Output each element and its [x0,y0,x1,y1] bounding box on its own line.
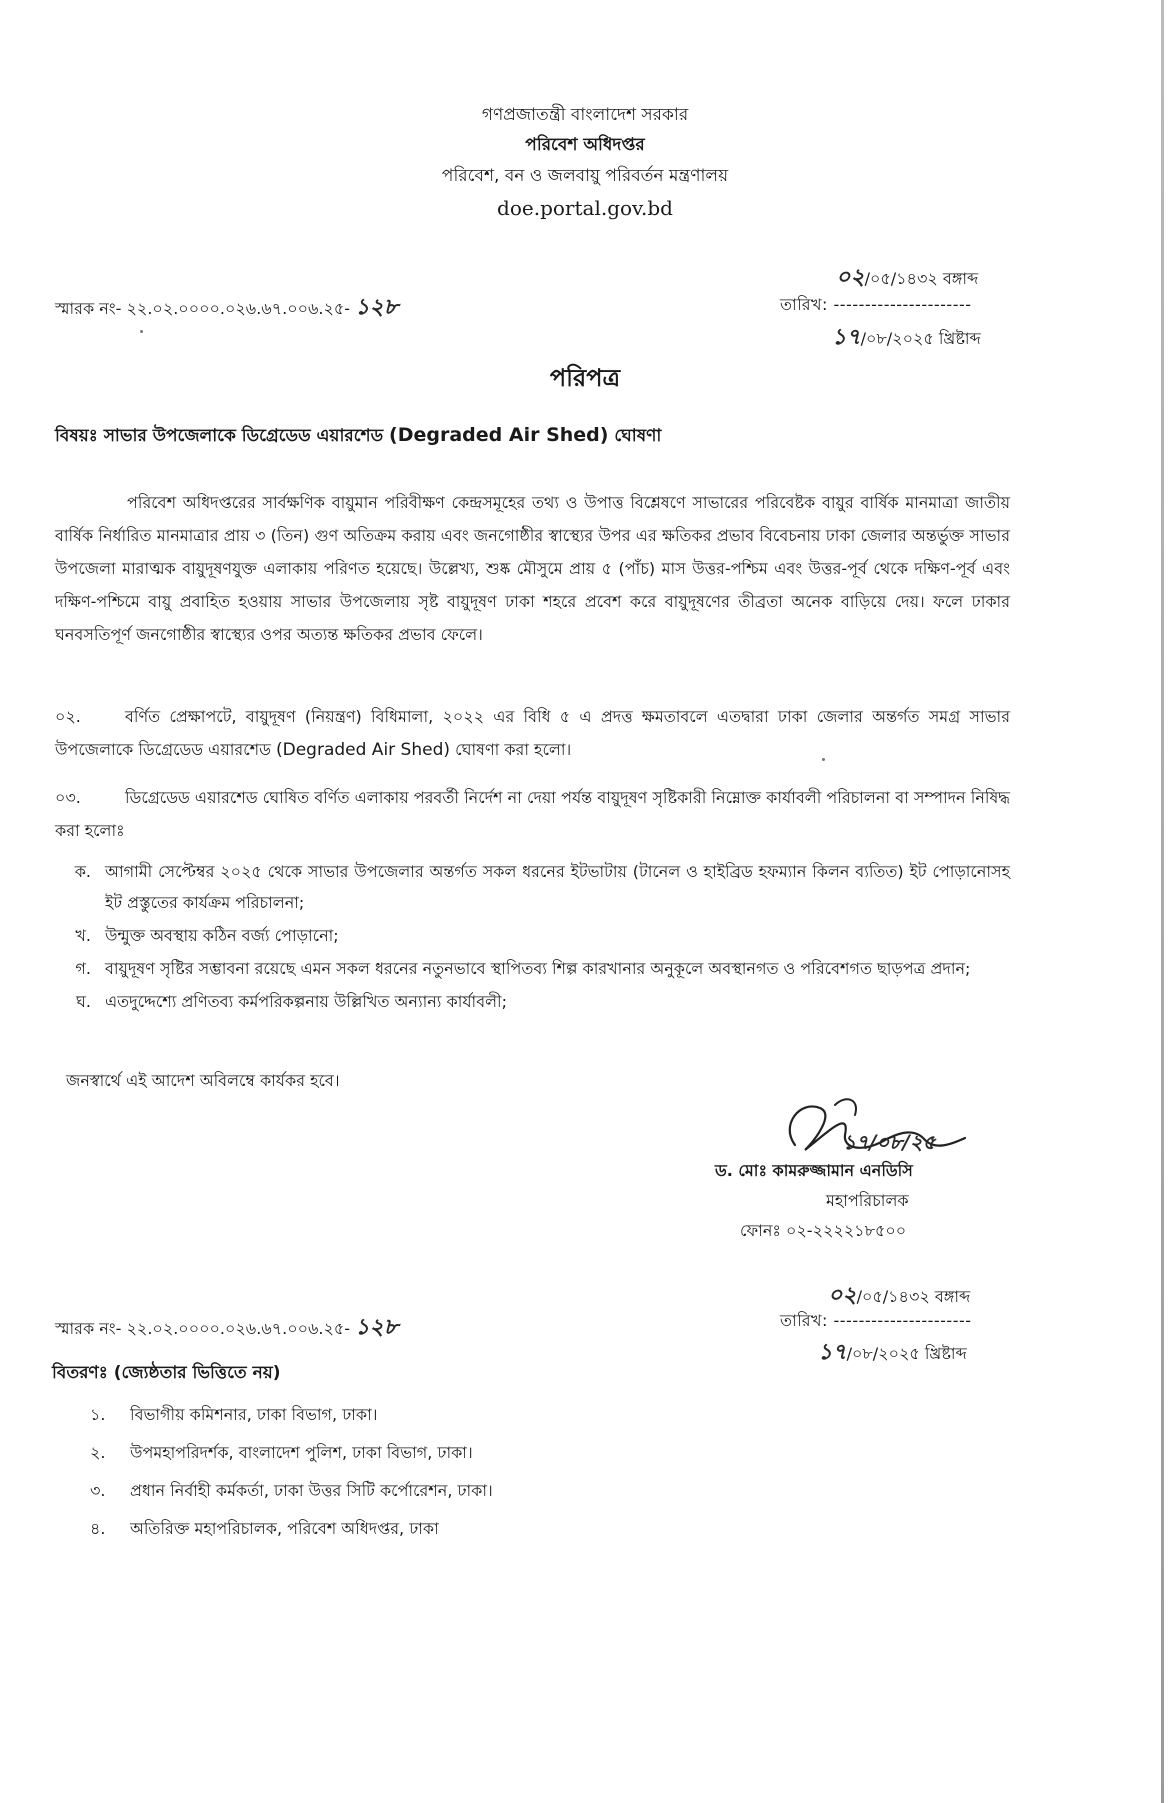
paragraph-3 [55,781,1010,847]
memo-number-handwritten: ১২৮ [355,294,398,320]
list-item [55,920,1010,951]
department-name: পরিবেশ অধিদপ্তর [525,135,645,155]
paragraph-2-prefix: বর্ণিত প্রেক্ষাপটে, বায়ুদূষণ (নিয়ন্ত্রণ) বিধিমালা, ২০২২ এর বিধি ৫ এ প্রদত্ত ক্ষমতাবলে এতদ্বারা ঢাকা জেলার অন্তর্গত সমগ্র সাভার উপজেলাকে ডিগ্রেডেড এয়ারশেড [55,707,1010,759]
memo-number-text: স্মারক নং- ২২.০২.০০০০.০২৬.৬৭.০০৬.২৫- [55,299,356,318]
signatory-name: ড. মোঃ কামরুজ্জামান এনডিসি [715,1161,913,1180]
date-bangla-handwritten: ০২ [828,1282,857,1308]
date-bangla-text: /০৫/১৪৩২ বঙ্গাব্দ [856,1287,971,1306]
paragraph-1: পরিবেশ অধিদপ্তরের সার্বক্ষণিক বায়ুমান পরিবীক্ষণ কেন্দ্রসমূহের তথ্য ও উপাত্ত বিশ্লেষণে সাভারের পরিবেষ্টক বায়ুর বার্ষিক মানমাত্রা জাতীয় বার্ষিক নির্ধারিত মানমাত্রার প্রায় ৩ (তিন) গুণ অতিক্রম করায় এবং জনগোষ্ঠীর স্বাস্থ্যের উপর এর ক্ষতিকর প্রভাব বিবেচনায় ঢাকা জেলার অন্তর্ভুক্ত সাভার উপজেলা মারাত্মক বায়ুদূষণযুক্ত এলাকায় পরিণত হয়েছে। উল্লেখ্য, শুষ্ক মৌসুমে প্রায় ৫ (পাঁচ) মাস উত্তর-পশ্চিম এবং উত্তর-পূর্ব থেকে দক্ষিণ-পূর্ব এবং দক্ষিণ-পশ্চিমে বায়ু প্রবাহিত হওয়ায় সাভার উপজেলায় সৃষ্ট বায়ুদূষণ ঢাকা শহরে প্রবেশ করে বায়ুদূষণের তীব্রতা অনেক বাড়িয়ে দেয়। ফলে ঢাকার ঘনবসতিপূর্ণ জনগোষ্ঠীর স্বাস্থ্যের ওপর অত্যন্ত ক্ষতিকর প্রভাব ফেলে। [55,493,1010,644]
list-item [55,986,1010,1017]
distribution-item [90,1510,493,1548]
date-bangla-handwritten: ০২ [836,264,865,290]
distribution-item [90,1434,493,1472]
website-link[interactable]: doe.portal.gov.bd [497,196,673,220]
distribution-text: প্রধান নির্বাহী কর্মকর্তা, ঢাকা উত্তর সিটি কর্পোরেশন, ঢাকা। [130,1481,493,1500]
signatory-phone: ফোনঃ ০২-২২২২১৮৫০০ [740,1221,907,1240]
ministry-name: পরিবেশ, বন ও জলবায়ু পরিবর্তন মন্ত্রণালয় [441,166,729,186]
list-marker: খ. [75,926,91,945]
paragraph-2-english: (Degraded Air Shed) [275,740,451,760]
date-greg-handwritten: ১৭ [832,324,861,350]
distribution-number: ২. [90,1443,106,1462]
subject-prefix: বিষয়ঃ সাভার উপজেলাকে ডিগ্রেডেড এয়ারশেড [55,426,390,446]
date-greg-top [832,320,981,357]
subject-english: (Degraded Air Shed) [389,424,609,446]
government-name: গণপ্রজাতন্ত্রী বাংলাদেশ সরকার [481,105,689,125]
subject-suffix: ঘোষণা [608,426,662,446]
distribution-text: অতিরিক্ত মহাপরিচালক, পরিবেশ অধিদপ্তর, ঢাকা [130,1519,439,1538]
distribution-number: ৪. [90,1519,106,1538]
closing-statement: জনস্বার্থে এই আদেশ অবিলম্বে কার্যকর হবে। [66,1071,340,1090]
distribution-number: ১. [90,1405,106,1424]
distribution-list [90,1396,493,1548]
memo-number-handwritten: ১২৮ [355,1314,398,1340]
distribution-heading: বিতরণঃ (জ্যেষ্ঠতার ভিত্তিতে নয়) [52,1363,281,1383]
distribution-number: ৩. [90,1481,106,1500]
paragraph-2 [55,700,1010,767]
list-item [55,856,1010,918]
paragraph-2-suffix: ঘোষণা করা হলো। [450,740,572,759]
document-title: পরিপত্র [549,364,621,392]
signatory-designation: মহাপরিচালক [826,1191,909,1210]
date-label-top: তারিখ: ---------------------- [780,295,972,314]
memo-number-bottom [55,1310,398,1347]
list-text: উন্মুক্ত অবস্থায় কঠিন বর্জ্য পোড়ানো; [105,926,339,945]
date-greg-text: /০৮/২০২৫ খ্রিষ্টাব্দ [846,1344,967,1363]
date-greg-bottom [818,1335,967,1372]
distribution-item [90,1472,493,1510]
subject-line [55,423,661,451]
paragraph-3-number: ০৩. [55,788,81,807]
scan-speck [140,330,143,333]
list-text: এতদুদ্দেশ্যে প্রণিতব্য কর্মপরিকল্পনায় উল্লিখিত অন্যান্য কার্যাবলী; [105,992,507,1011]
distribution-item [90,1396,493,1434]
list-marker: গ. [75,959,91,978]
paragraph-2-number: ০২. [55,707,81,726]
distribution-text: বিভাগীয় কমিশনার, ঢাকা বিভাগ, ঢাকা। [130,1405,378,1424]
date-greg-text: /০৮/২০২৫ খ্রিষ্টাব্দ [860,329,981,348]
paragraph-3-text: ডিগ্রেডেড এয়ারশেড ঘোষিত বর্ণিত এলাকায় পরবর্তী নির্দেশ না দেয়া পর্যন্ত বায়ুদূষণ সৃষ্টিকারী নিম্নোক্ত কার্যাবলী পরিচালনা বা সম্পাদন নিষিদ্ধ করা হলোঃ [55,788,1010,840]
distribution-text: উপমহাপরিদর্শক, বাংলাদেশ পুলিশ, ঢাকা বিভাগ, ঢাকা। [130,1443,473,1462]
memo-number-text: স্মারক নং- ২২.০২.০০০০.০২৬.৬৭.০০৬.২৫- [55,1319,356,1338]
date-greg-handwritten: ১৭ [818,1339,847,1365]
list-marker: ক. [74,862,91,881]
date-bangla-text: /০৫/১৪৩২ বঙ্গাব্দ [864,269,979,288]
date-label-bottom: তারিখ: ---------------------- [780,1311,972,1330]
list-marker: ঘ. [76,992,91,1011]
restrictions-list [55,856,1010,1019]
paragraph-2-text [55,700,1010,767]
signature-date: ১৭/০৮/২৫ [843,1130,936,1154]
list-text: বায়ুদূষণ সৃষ্টির সম্ভাবনা রয়েছে এমন সকল ধরনের নতুনভাবে স্থাপিতব্য শিল্প কারখানার অনুকূলে অবস্থানগত ও পরিবেশগত ছাড়পত্র প্রদান; [105,959,971,978]
scan-speck [822,758,825,761]
list-text: আগামী সেপ্টেম্বর ২০২৫ থেকে সাভার উপজেলার অন্তর্গত সকল ধরনের ইটভাটায় (টানেল ও হাইব্রিড হফম্যান কিলন ব্যতিত) ইট পোড়ানোসহ ইট প্রস্তুতের কার্যক্রম পরিচালনা; [105,862,1010,912]
list-item [55,953,1010,984]
memo-number-top [55,290,398,327]
